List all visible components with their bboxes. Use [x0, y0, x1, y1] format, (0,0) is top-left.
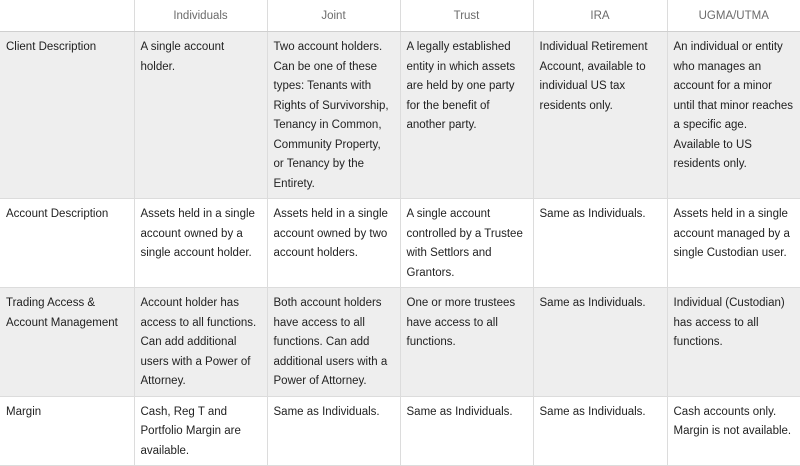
- table-row-trading-access: [0, 288, 800, 397]
- header-individuals: Individuals: [134, 0, 267, 32]
- header-ugma-utma: UGMA/UTMA: [667, 0, 800, 32]
- table-cell: A legally established entity in which assets are held by one party for the benefit of another party.: [400, 32, 533, 199]
- table-cell: Assets held in a single account managed by a single Custodian user.: [667, 199, 800, 288]
- row-label: Margin: [0, 396, 134, 466]
- table-cell: Assets held in a single account owned by a single account holder.: [134, 199, 267, 288]
- row-label: Account Description: [0, 199, 134, 288]
- table-cell: Individual (Custodian) has access to all functions.: [667, 288, 800, 397]
- table-row-margin: [0, 396, 800, 466]
- table-cell: Individual Retirement Account, available to individual US tax residents only.: [533, 32, 667, 199]
- table-cell: Cash, Reg T and Portfolio Margin are available.: [134, 396, 267, 466]
- table-cell: Same as Individuals.: [533, 199, 667, 288]
- table-row-client-description: [0, 32, 800, 199]
- table-cell: Two account holders. Can be one of these types: Tenants with Rights of Survivorship, Tenancy in Common, Community Property, or Tenancy by the Entirety.: [267, 32, 400, 199]
- header-trust: Trust: [400, 0, 533, 32]
- table-cell: Same as Individuals.: [533, 288, 667, 397]
- table-cell: Same as Individuals.: [400, 396, 533, 466]
- header-corner: [0, 0, 134, 32]
- table-cell: Cash accounts only. Margin is not available.: [667, 396, 800, 466]
- table-cell: One or more trustees have access to all functions.: [400, 288, 533, 397]
- table-cell: Same as Individuals.: [533, 396, 667, 466]
- row-label: Client Description: [0, 32, 134, 199]
- header-joint: Joint: [267, 0, 400, 32]
- table-cell: Assets held in a single account owned by two account holders.: [267, 199, 400, 288]
- header-row: [0, 0, 800, 32]
- table-cell: Same as Individuals.: [267, 396, 400, 466]
- table-row-account-description: [0, 199, 800, 288]
- table-cell: An individual or entity who manages an account for a minor until that minor reaches a specific age. Available to US residents only.: [667, 32, 800, 199]
- table-cell: A single account controlled by a Trustee with Settlors and Grantors.: [400, 199, 533, 288]
- table-cell: Both account holders have access to all functions. Can add additional users with a Power of Attorney.: [267, 288, 400, 397]
- table-cell: A single account holder.: [134, 32, 267, 199]
- row-label: Trading Access & Account Management: [0, 288, 134, 397]
- table-cell: Account holder has access to all functions. Can add additional users with a Power of Attorney.: [134, 288, 267, 397]
- header-ira: IRA: [533, 0, 667, 32]
